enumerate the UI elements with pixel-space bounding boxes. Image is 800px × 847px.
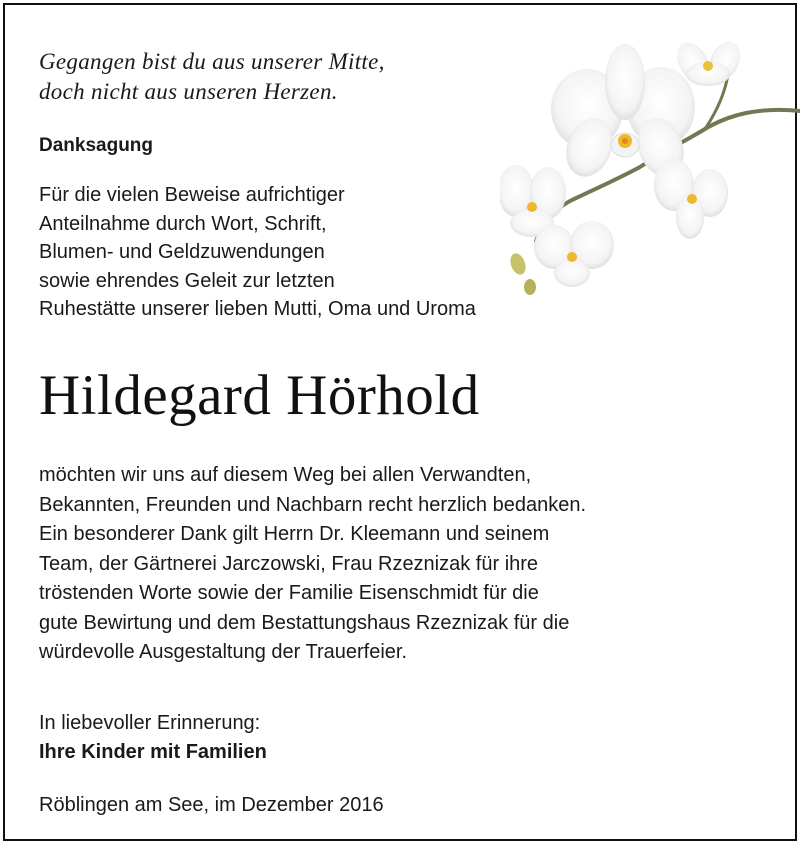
body-line: Bekannten, Freunden und Nachbarn recht herzlich bedanken. bbox=[39, 493, 587, 516]
heading-danksagung: Danksagung bbox=[39, 135, 154, 156]
intro-line: Anteilnahme durch Wort, Schrift, bbox=[39, 212, 327, 235]
body-line: gute Bewirtung und dem Bestattungshaus Rzeznizak für die bbox=[39, 611, 570, 634]
body-line: tröstenden Worte sowie der Familie Eisenschmidt für die bbox=[39, 582, 539, 604]
obituary-card bbox=[3, 3, 797, 841]
signers: Ihre Kinder mit Familien bbox=[39, 741, 267, 763]
orchid-flower-image bbox=[500, 19, 800, 299]
intro-line: Blumen- und Geldzuwendungen bbox=[39, 241, 325, 263]
intro-line: sowie ehrendes Geleit zur letzten bbox=[39, 269, 335, 292]
place-date: Röblingen am See, im Dezember 2016 bbox=[39, 794, 384, 816]
body-line: Team, der Gärtnerei Jarczowski, Frau Rzeznizak für ihre bbox=[39, 552, 539, 575]
body-line: würdevolle Ausgestaltung der Trauerfeier. bbox=[39, 641, 407, 663]
thanks-text bbox=[39, 461, 759, 668]
body-line: Ein besonderer Dank gilt Herrn Dr. Kleemann und seinem bbox=[39, 523, 550, 545]
deceased-name: Hildegard Hörhold bbox=[39, 364, 480, 427]
motto-line-1: Gegangen bist du aus unserer Mitte, bbox=[39, 49, 385, 74]
motto-line-2: doch nicht aus unseren Herzen. bbox=[39, 79, 338, 104]
remembrance-line: In liebevoller Erinnerung: bbox=[39, 712, 261, 734]
intro-line: Für die vielen Beweise aufrichtiger bbox=[39, 184, 345, 206]
motto bbox=[39, 47, 499, 107]
body-line: möchten wir uns auf diesem Weg bei allen Verwandten, bbox=[39, 464, 532, 486]
intro-line: Ruhestätte unserer lieben Mutti, Oma und Uroma bbox=[39, 298, 476, 320]
